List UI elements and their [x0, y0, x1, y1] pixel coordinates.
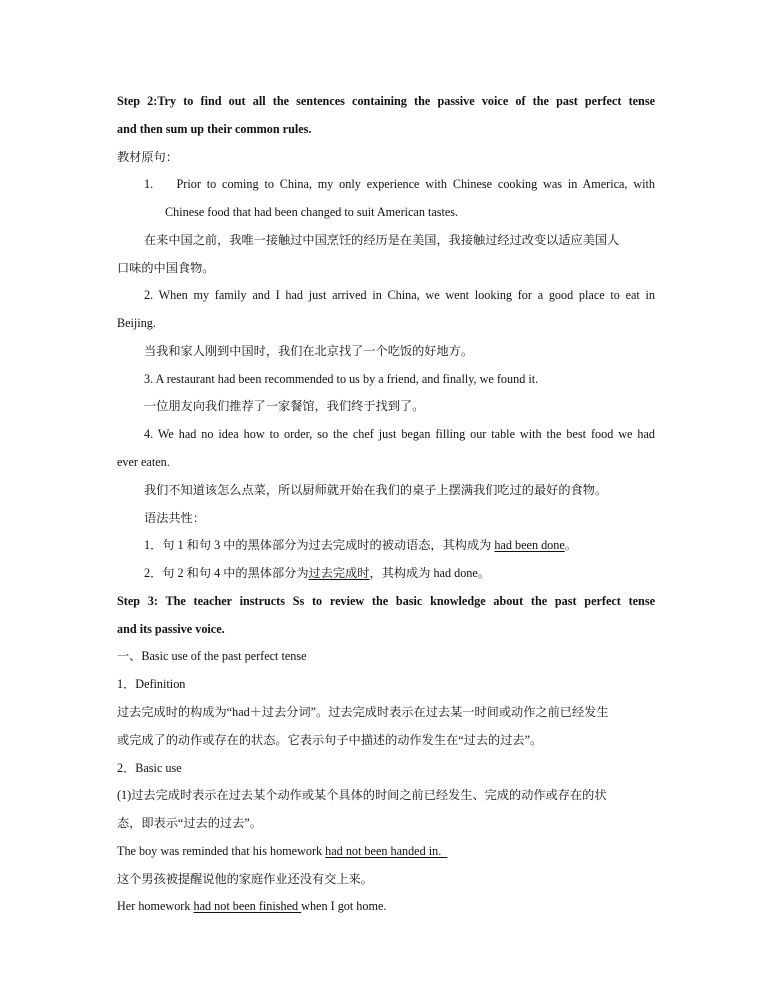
sentence1-line2: Chinese food that had been changed to suit American tastes.: [165, 205, 459, 219]
grammar-common-label: 语法共性：: [144, 511, 205, 525]
grammar-rule2-underlined: 过去完成时: [308, 566, 370, 580]
section1-heading: 一、Basic use of the past perfect tense: [117, 649, 307, 663]
grammar-rule1-text: 1．句 1 和句 3 中的黑体部分为过去完成时的被动语态，其构成为: [144, 538, 495, 552]
sentence1-translation-line1: 在来中国之前，我唯一接触过中国烹饪的经历是在美国，我接触过经过改变以适应美国人: [144, 233, 620, 247]
grammar-rule2-text: 2．句 2 和句 4 中的黑体部分为: [144, 566, 309, 580]
definition-line2: 或完成了的动作或存在的状态。它表示句子中描述的动作发生在“过去的过去”。: [117, 733, 543, 747]
basic-use-line1: (1)过去完成时表示在过去某个动作或某个具体的时间之前已经发生、完成的动作或存在的状: [117, 788, 607, 802]
sentence3-line1: 3. A restaurant had been recommended to us by a friend, and finally, we found it.: [144, 372, 539, 386]
grammar-rule1-end: 。: [564, 538, 577, 552]
original-sentences-label: 教材原句：: [117, 150, 178, 164]
sentence4-line2: ever eaten.: [117, 455, 170, 469]
grammar-rule1-underlined: had been done: [494, 538, 565, 552]
sentence4-translation: 我们不知道该怎么点菜，所以厨师就开始在我们的桌子上摆满我们吃过的最好的食物。: [144, 483, 608, 497]
sentence3-translation: 一位朋友向我们推荐了一家餐馆，我们终于找到了。: [144, 399, 425, 413]
example1-text: The boy was reminded that his homework: [117, 844, 326, 858]
step3-heading-line1: Step 3: The teacher instructs Ss to review the basic knowledge about the past perfect tense: [117, 594, 655, 608]
example1: [117, 843, 447, 859]
step2-heading-line2: and then sum up their common rules.: [117, 122, 312, 136]
example2: [117, 898, 386, 914]
sentence2-translation: 当我和家人刚到中国时，我们在北京找了一个吃饭的好地方。: [144, 344, 474, 358]
step2-heading-line1: Step 2:Try to find out all the sentences containing the passive voice of the past perfect tense: [117, 94, 655, 108]
basic-use-label: 2．Basic use: [117, 761, 182, 775]
sentence1-line1: 1. Prior to coming to China, my only experience with Chinese cooking was in America, with: [144, 177, 655, 191]
step3-heading-line2: and its passive voice.: [117, 622, 225, 636]
definition-label: 1．Definition: [117, 677, 186, 691]
sentence2-line2: Beijing.: [117, 316, 156, 330]
definition-line1: 过去完成时的构成为“had＋过去分词”。过去完成时表示在过去某一时间或动作之前已经发生: [117, 705, 609, 719]
basic-use-line2: 态，即表示“过去的过去”。: [117, 816, 262, 830]
sentence1-translation-line2: 口味的中国食物。: [117, 261, 215, 275]
example1-underlined: had not been handed in.: [325, 844, 448, 858]
example1-translation: 这个男孩被提醒说他的家庭作业还没有交上来。: [117, 872, 373, 886]
grammar-rule2-end: ，其构成为 had done。: [369, 566, 490, 580]
example2-underlined: had not been finished: [193, 899, 302, 913]
sentence4-line1: 4. We had no idea how to order, so the chef just began filling our table with the best food we had: [144, 427, 655, 441]
grammar-rule1: [144, 537, 577, 553]
example2-text: Her homework: [117, 899, 194, 913]
grammar-rule2: [144, 565, 490, 581]
example2-end: when I got home.: [301, 899, 387, 913]
sentence2-line1: 2. When my family and I had just arrived in China, we went looking for a good place to eat in: [144, 288, 655, 302]
